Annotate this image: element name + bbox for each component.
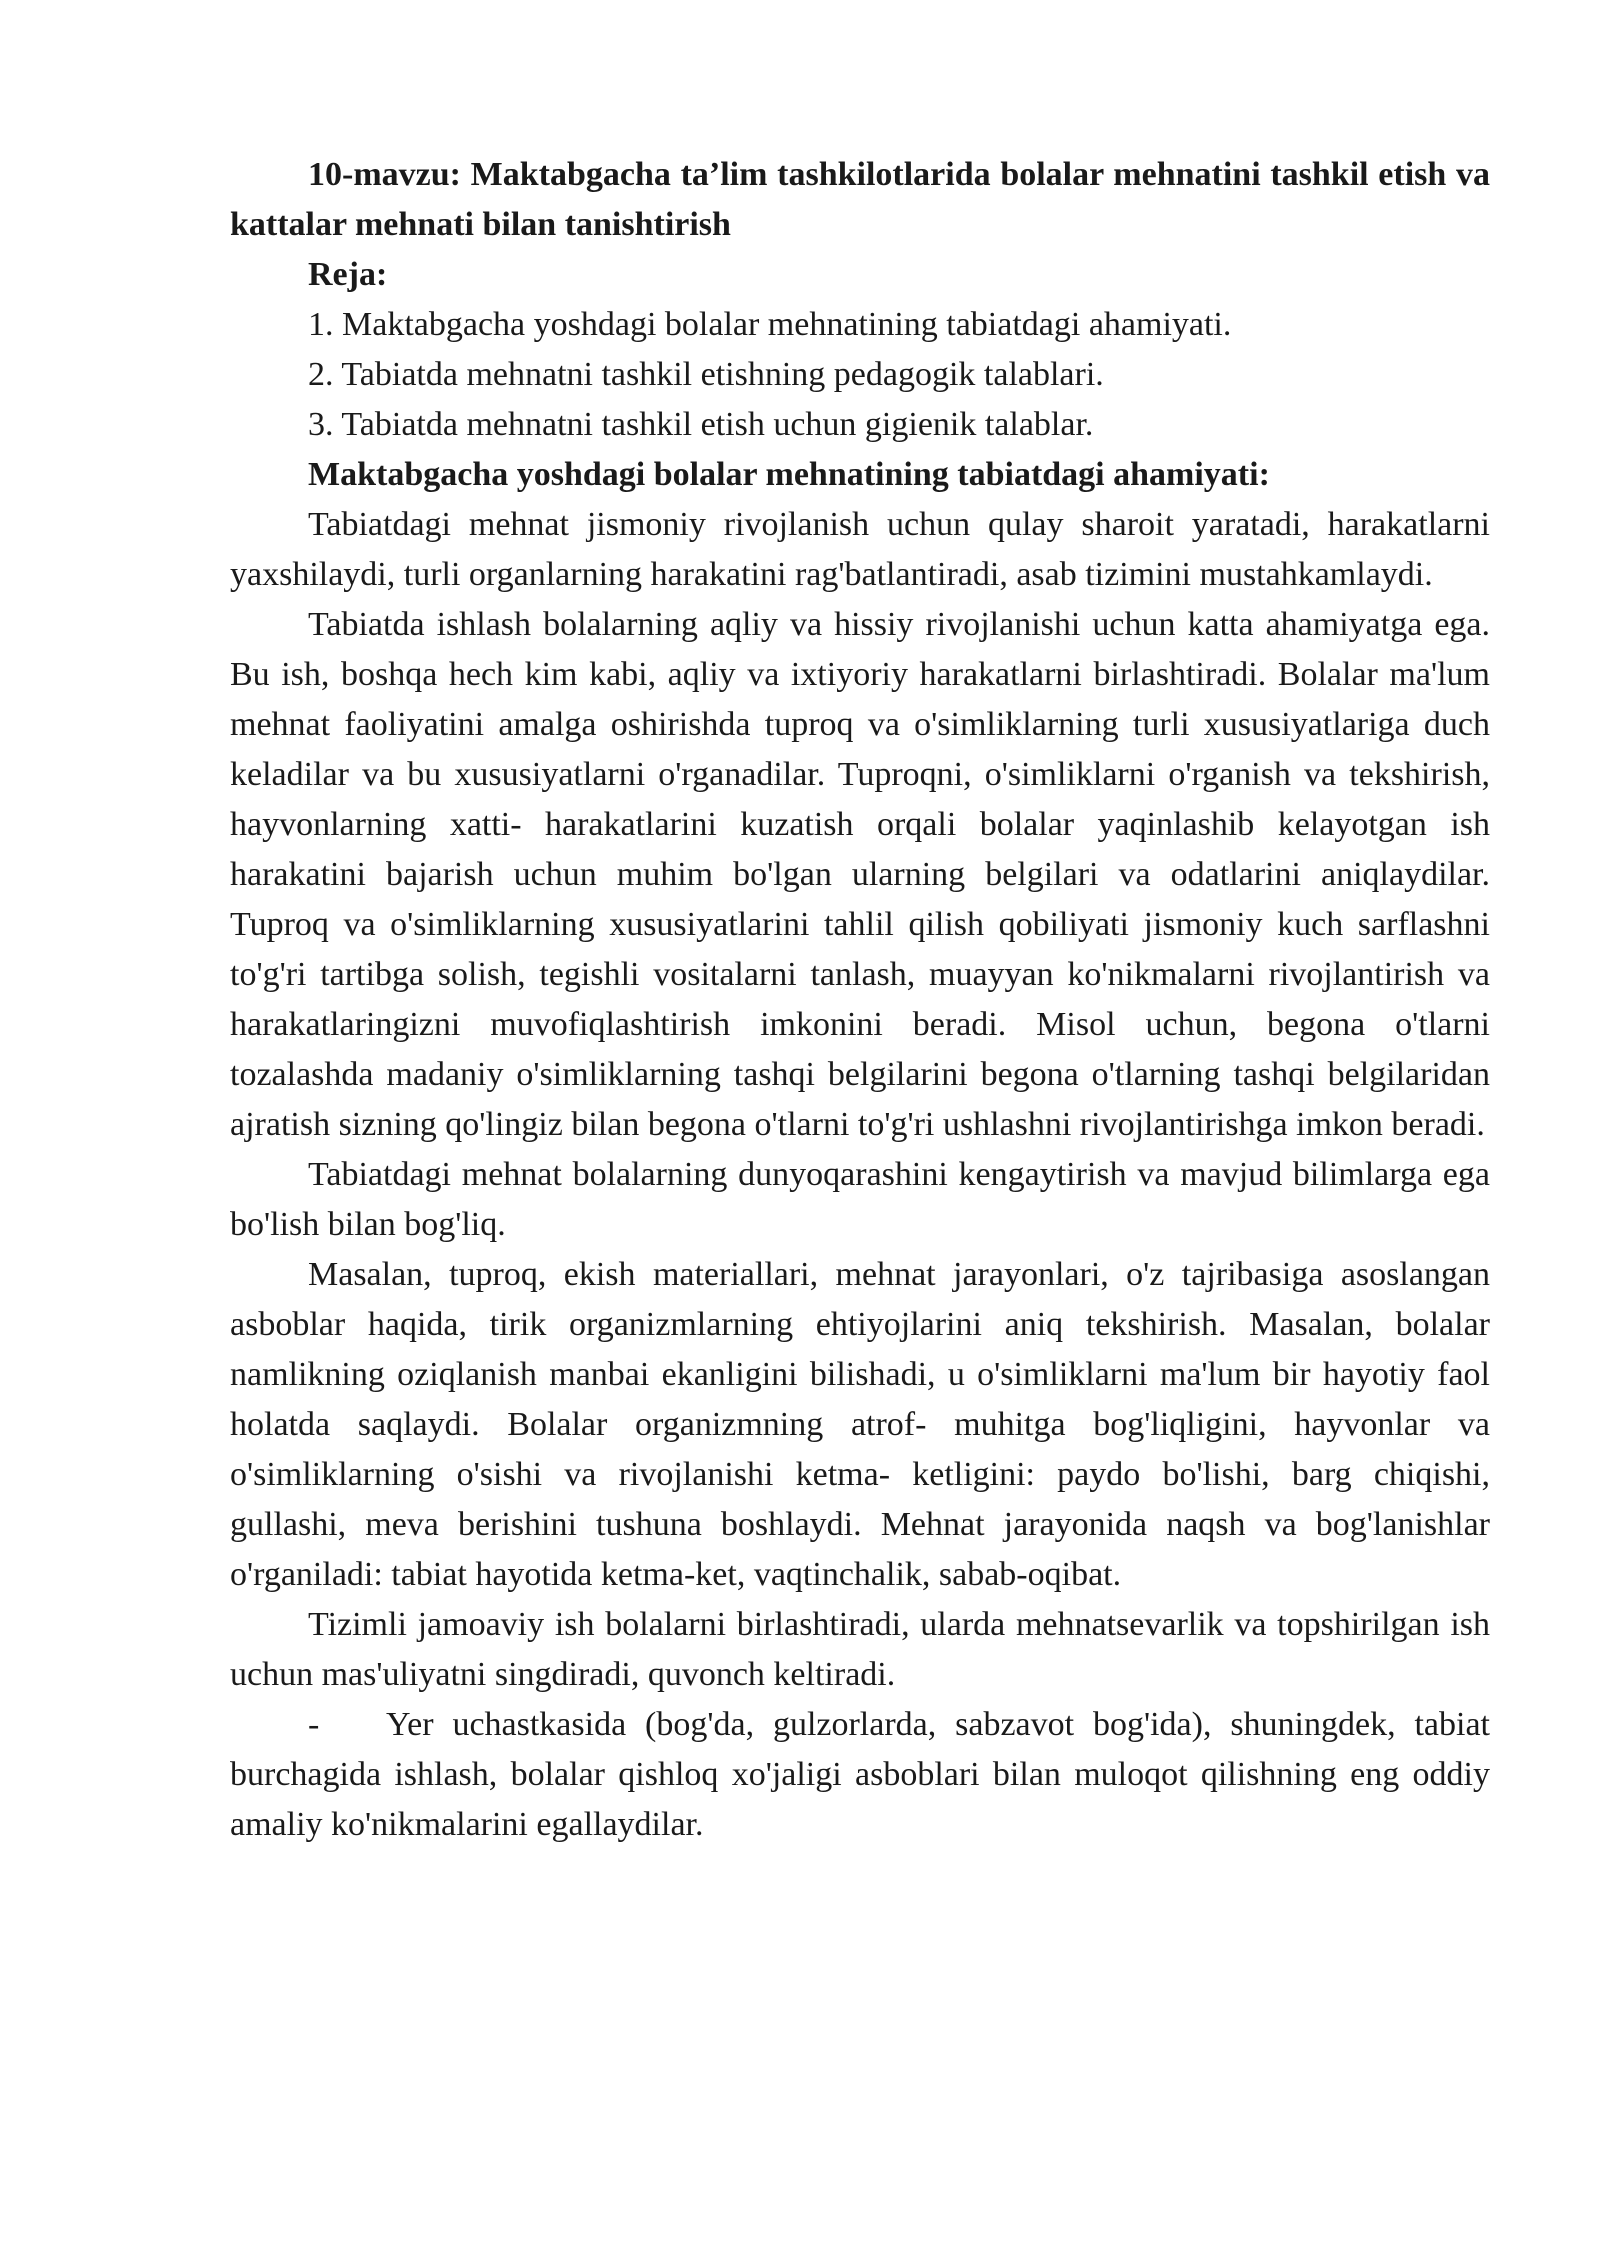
plan-item-3: 3. Tabiatda mehnatni tashkil etish uchun gigienik talablar. — [308, 406, 1094, 443]
paragraph-5: Tizimli jamoaviy ish bolalarni birlashtiradi, ularda mehnatsevarlik va topshirilgan ish uchun mas'uliyatni singdiradi, quvonch keltiradi. — [230, 1606, 1490, 1693]
paragraph-1: Tabiatdagi mehnat jismoniy rivojlanish uchun qulay sharoit yaratadi, harakatlarni yaxshilaydi, turli organlarning harakatini rag'batlantiradi, asab tizimini mustahkamlaydi. — [230, 506, 1490, 593]
paragraph-3: Tabiatdagi mehnat bolalarning dunyoqarashini kengaytirish va mavjud bilimlarga ega bo'lish bilan bog'liq. — [230, 1156, 1490, 1243]
dash-list-item — [230, 1700, 1490, 1850]
paragraph-2: Tabiatda ishlash bolalarning aqliy va hissiy rivojlanishi uchun katta ahamiyatga ega. Bu ish, boshqa hech kim kabi, aqliy va ixtiyoriy harakatlarni birlashtiradi. Bolalar ma'lum mehnat faoliyatini amalga oshirishda tuproq va o'simliklarning turli xususiyatlariga duch keladilar va bu xususiyatlarni o'rganadilar. Tuproqni, o'simliklarni o'rganish va tekshirish, hayvonlarning xatti- harakatlarini kuzatish orqali bolalar yaqinlashib kelayotgan ish harakatini bajarish uchun muhim bo'lgan ularning belgilari va odatlarini aniqlaydilar. Tuproq va o'simliklarning xususiyatlarini tahlil qilish qobiliyati jismoniy kuch sarflashni to'g'ri tartibga solish, tegishli vositalarni tanlash, muayyan ko'nikmalarni rivojlantirish va harakatlaringizni muvofiqlashtirish imkonini beradi. Misol uchun, begona o'tlarni tozalashda madaniy o'simliklarning tashqi belgilarini begona o'tlarning tashqi belgilaridan ajratish sizning qo'lingiz bilan begona o'tlarni to'g'ri ushlashni rivojlantirishga imkon beradi. — [230, 606, 1490, 1143]
plan-item-2: 2. Tabiatda mehnatni tashkil etishning pedagogik talablari. — [308, 356, 1104, 393]
document-page — [230, 150, 1490, 1850]
section-heading: Maktabgacha yoshdagi bolalar mehnatining tabiatdagi ahamiyati: — [308, 456, 1270, 493]
paragraph-4: Masalan, tuproq, ekish materiallari, mehnat jarayonlari, o'z tajribasiga asoslangan asboblar haqida, tirik organizmlarning ehtiyojlarini aniq tekshirish. Masalan, bolalar namlikning oziqlanish manbai ekanligini bilishadi, u o'simliklarni ma'lum bir hayotiy faol holatda saqlaydi. Bolalar organizmning atrof- muhitga bog'liqligini, hayvonlar va o'simliklarning o'sishi va rivojlanishi ketma- ketligini: paydo bo'lishi, barg chiqishi, gullashi, meva berishini tushuna boshlaydi. Mehnat jarayonida naqsh va bog'lanishlar o'rganiladi: tabiat hayotida ketma-ket, vaqtinchalik, sabab-oqibat. — [230, 1256, 1490, 1593]
plan-label: Reja: — [308, 256, 388, 293]
plan-item-1: 1. Maktabgacha yoshdagi bolalar mehnatining tabiatdagi ahamiyati. — [308, 306, 1232, 343]
document-title: 10-mavzu: Maktabgacha ta’lim tashkilotlarida bolalar mehnatini tashkil etish va kattalar mehnati bilan tanishtirish — [230, 156, 1490, 243]
dash-marker: - — [308, 1706, 320, 1743]
dash-item-text: Yer uchastkasida (bog'da, gulzorlarda, sabzavot bog'ida), shuningdek, tabiat burchagida ishlash, bolalar qishloq xo'jaligi asboblari bilan muloqot qilishning eng oddiy amaliy ko'nikmalarini egallaydilar. — [230, 1706, 1490, 1843]
